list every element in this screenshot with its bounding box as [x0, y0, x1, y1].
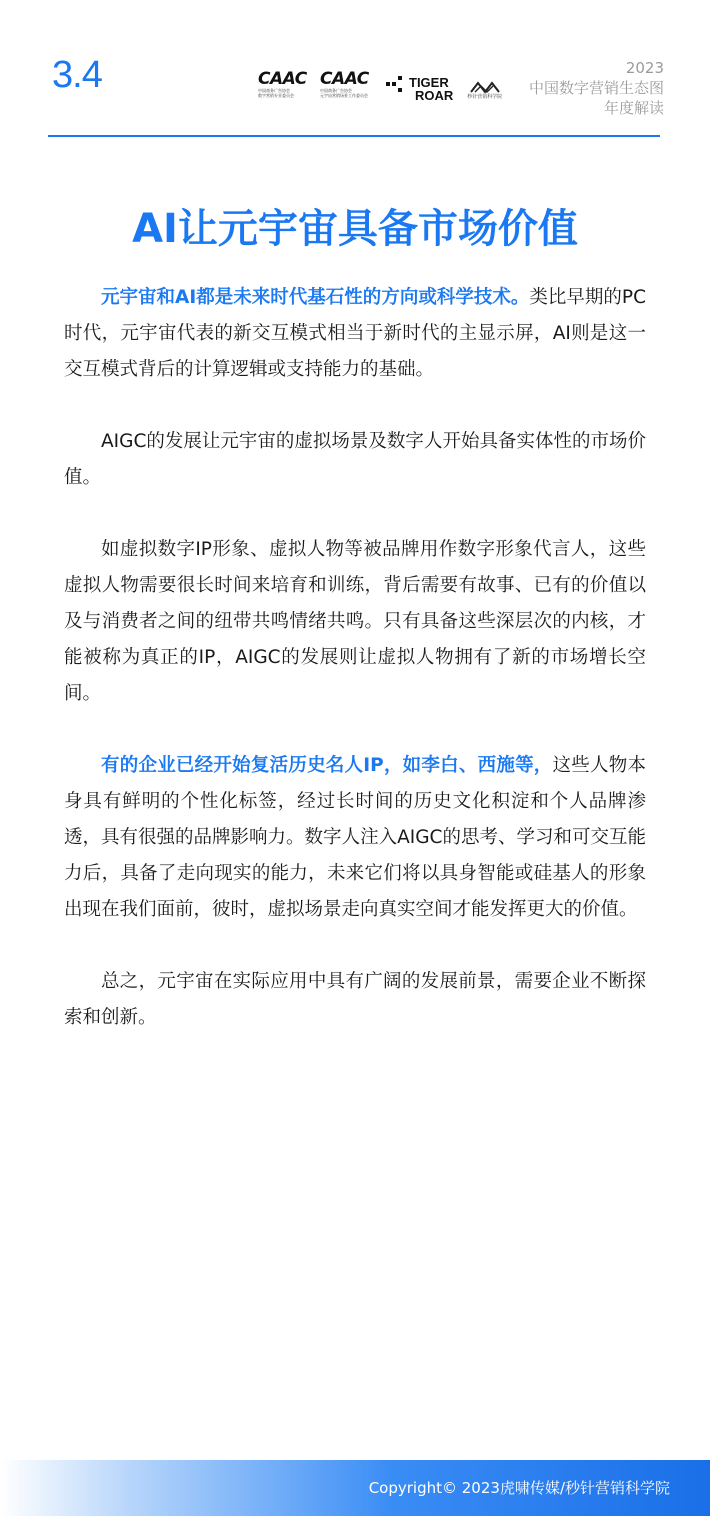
caac-metaverse-logo	[320, 70, 374, 98]
highlight-text: 有的企业已经开始复活历史名人IP，如李白、西施等，	[101, 755, 553, 776]
section-number: 3.4	[52, 54, 102, 96]
report-title-line1: 中国数字营销生态图	[528, 79, 664, 97]
miaozhen-wave-icon	[470, 80, 500, 94]
footer-bar	[0, 1460, 710, 1516]
report-label	[529, 58, 664, 118]
report-year: 2023	[625, 59, 664, 77]
caac-logo-subtitle: 中国商务广告协会	[258, 88, 290, 93]
tiger-roar-logo	[386, 76, 453, 102]
paragraph	[64, 532, 646, 712]
paragraph	[64, 280, 646, 388]
caac-logo-mark: CAAC	[258, 69, 307, 89]
tiger-logo-text: TIGER	[409, 75, 449, 90]
body-text: 如虚拟数字IP形象、虚拟人物等被品牌用作数字形象代言人，这些虚拟人物需要很长时间来培育和训练，背后需要有故事、已有的价值以及与消费者之间的纽带共鸣情绪共鸣。只有具备这些深层次的内核，才能被称为真正的IP，AIGC的发展则让虚拟人物拥有了新的市场增长空间。	[64, 539, 646, 704]
header-divider	[48, 135, 660, 137]
caac-digital-marketing-logo	[258, 70, 312, 98]
paragraph	[64, 748, 646, 928]
caac-logo-mark: CAAC	[320, 69, 369, 89]
highlight-text: 元宇宙和AI都是未来时代基石性的方向或科学技术。	[101, 287, 530, 308]
body-text: 总之，元宇宙在实际应用中具有广阔的发展前景，需要企业不断探索和创新。	[64, 971, 646, 1028]
miaozhen-logo	[467, 80, 502, 101]
caac-logo-subtitle: 数字营销专业委员会	[258, 93, 294, 98]
page-title: AI让元宇宙具备市场价值	[132, 205, 578, 252]
paragraph	[64, 424, 646, 496]
paragraph	[64, 964, 646, 1036]
article-body	[64, 280, 646, 1072]
caac-logo-subtitle: 元宇宙营销场景工作委员会	[320, 93, 368, 98]
body-text: 类比早期的PC时代，元宇宙代表的新交互模式相当于新时代的主显示屏，AI则是这一交互模式背后的计算逻辑或支持能力的基础。	[64, 287, 647, 380]
report-title-line2: 年度解读	[603, 99, 664, 117]
miaozhen-logo-text: 秒针营销科学院	[467, 94, 503, 100]
caac-logo-subtitle: 中国商务广告协会	[320, 88, 352, 93]
partner-logos	[258, 70, 502, 114]
copyright-text: Copyright© 2023虎啸传媒/秒针营销科学院	[368, 1479, 670, 1497]
roar-logo-text: ROAR	[415, 88, 454, 103]
body-text: 这些人物本身具有鲜明的个性化标签，经过长时间的历史文化积淀和个人品牌渗透，具有很强的品牌影响力。数字人注入AIGC的思考、学习和可交互能力后，具备了走向现实的能力，未来它们将以具身智能或硅基人的形象出现在我们面前，彼时，虚拟场景走向真实空间才能发挥更大的价值。	[64, 755, 646, 920]
tiger-dots-icon	[386, 76, 402, 92]
body-text: AIGC的发展让元宇宙的虚拟场景及数字人开始具备实体性的市场价值。	[64, 431, 646, 488]
